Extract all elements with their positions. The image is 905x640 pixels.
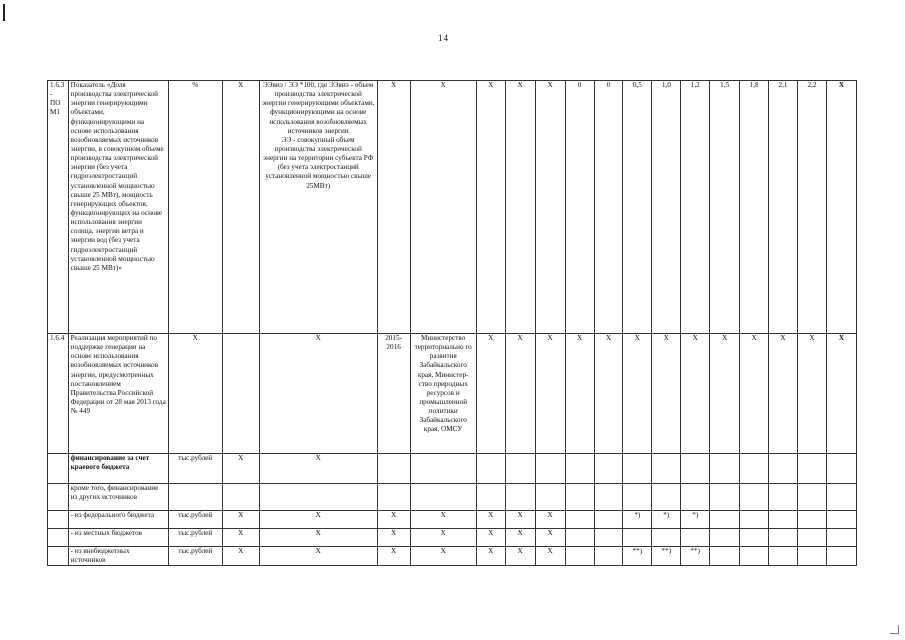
value-cell [535,484,565,511]
value-cell: 0 [565,81,594,334]
period-cell: X [377,511,410,529]
value-cell: 1,0 [652,81,681,334]
value-cell: X [681,334,710,454]
table-row [48,334,857,454]
value-cell [740,484,769,511]
table-cell [48,484,69,511]
value-cell: X [505,81,535,334]
program-table [47,80,857,566]
table-cell [222,484,259,511]
value-cell: X [535,81,565,334]
unit-cell: X [168,334,222,454]
value-cell [826,529,856,547]
value-cell [710,529,740,547]
row-name: Реализация мероприятий по поддержке генерации на основе использования возобновляемых источников энергии, предусмотренных постановлением Правительства Российской Федерации от 28 мая 2013 года № 449 [68,334,168,454]
value-cell: X [769,334,798,454]
value-cell: X [505,547,535,566]
value-cell: 2,2 [797,81,826,334]
value-cell: X [594,334,623,454]
value-cell [681,529,710,547]
value-cell: 0 [594,81,623,334]
table-cell: X [222,529,259,547]
table-row [48,547,857,566]
value-cell: 1,2 [681,81,710,334]
table-row [48,81,857,334]
executor-cell [410,454,476,484]
executor-cell: X [410,81,476,334]
value-cell: X [505,529,535,547]
row-id: 1.6.3- ПОМ1 [48,81,69,334]
row-name: кроме того, финансирование из других источников [68,484,168,511]
executor-cell: Министерство территориально го развития Забайкальского края, Министер-ство природных ресурсов и промышленной политики Забайкальского края, ОМСУ [410,334,476,454]
value-cell [740,511,769,529]
period-cell: 2015- 2016 [377,334,410,454]
value-cell [740,454,769,484]
value-cell [769,547,798,566]
table-cell [48,454,69,484]
value-cell [769,511,798,529]
value-cell [826,511,856,529]
row-name: - из внебюджетных источников [68,547,168,566]
value-cell [565,484,594,511]
value-cell: X [826,334,856,454]
row-name: - из федерального бюджета [68,511,168,529]
unit-cell: % [168,81,222,334]
value-cell: 1,5 [710,81,740,334]
table-cell [48,511,69,529]
value-cell: 2,1 [769,81,798,334]
value-cell [594,511,623,529]
table-cell [222,334,259,454]
value-cell [565,511,594,529]
value-cell [652,529,681,547]
executor-cell: X [410,511,476,529]
value-cell: X [710,334,740,454]
value-cell: X [535,511,565,529]
formula-cell: X [259,547,377,566]
unit-cell: тыс.рублей [168,511,222,529]
period-cell [377,484,410,511]
table-row [48,454,857,484]
value-cell: X [535,334,565,454]
value-cell [623,484,652,511]
executor-cell: X [410,529,476,547]
executor-cell [410,484,476,511]
value-cell [797,454,826,484]
value-cell [710,511,740,529]
value-cell [476,454,505,484]
value-cell [565,547,594,566]
value-cell [769,484,798,511]
table-cell [48,547,69,566]
row-id: 1.6.4 [48,334,69,454]
value-cell: X [652,334,681,454]
table-cell: X [222,81,259,334]
value-cell: X [535,547,565,566]
page-number: 14 [438,33,449,43]
table-cell [48,529,69,547]
value-cell [505,484,535,511]
row-name: Показатель «Доля производства электрической энергии генерирующими объектами, функционирующими на основе использования возобновляемых источников энергии, в совокупном объеме производства электрической энергии (без учета гидроэлектростанций установленной мощностью свыше 25 МВт), мощность генерирующих объектов, функционирующих на основе использования энергии солнца, энергии ветра и энергии вод (без учета гидроэлектростанций установленной мощностью свыше 25 МВт)» [68,81,168,334]
value-cell [710,547,740,566]
value-cell [797,547,826,566]
value-cell: *) [623,511,652,529]
value-cell [740,529,769,547]
value-cell [797,484,826,511]
executor-cell: X [410,547,476,566]
value-cell [681,454,710,484]
value-cell [826,547,856,566]
value-cell [769,454,798,484]
value-cell [594,529,623,547]
value-cell [769,529,798,547]
value-cell: X [826,81,856,334]
value-cell: X [565,334,594,454]
value-cell: 0,5 [623,81,652,334]
value-cell: *) [681,511,710,529]
unit-cell: тыс.рублей [168,454,222,484]
value-cell [826,484,856,511]
value-cell [565,529,594,547]
value-cell: X [797,334,826,454]
formula-cell: ЭЭвиэ / ЭЭ *100, где ЭЭвиэ - объем производства электрической энергии генерирующими объектами, функционирующими на основе использования возобновляемых источников энергии ЭЭ - совокупный объем производства электрической энергии на территории субъекта РФ (без учета электростанций установленной мощностью свыше 25МВт) [259,81,377,334]
value-cell [652,484,681,511]
value-cell [652,454,681,484]
table-row [48,484,857,511]
unit-cell: тыс.рублей [168,547,222,566]
value-cell [594,484,623,511]
row-name: финансирование за счет краевого бюджета [68,454,168,484]
value-cell: X [476,511,505,529]
formula-cell: X [259,511,377,529]
value-cell: **) [681,547,710,566]
value-cell: X [476,81,505,334]
table-row [48,511,857,529]
period-cell: X [377,529,410,547]
value-cell [710,484,740,511]
table-cell: X [222,547,259,566]
unit-cell: тыс.рублей [168,529,222,547]
formula-cell: X [259,529,377,547]
value-cell: 1,8 [740,81,769,334]
value-cell [797,529,826,547]
formula-cell [259,484,377,511]
value-cell [797,511,826,529]
row-name: - из местных бюджетов [68,529,168,547]
value-cell: X [740,334,769,454]
value-cell [594,547,623,566]
scan-edge-mark [3,4,5,21]
value-cell: **) [623,547,652,566]
value-cell: *) [652,511,681,529]
value-cell [623,529,652,547]
value-cell [623,454,652,484]
value-cell: X [623,334,652,454]
period-cell: X [377,81,410,334]
value-cell [710,454,740,484]
scan-corner-mark [890,625,899,634]
value-cell: X [476,529,505,547]
table-row [48,529,857,547]
value-cell [594,454,623,484]
value-cell [826,454,856,484]
value-cell [535,454,565,484]
table-cell: X [222,511,259,529]
value-cell: X [505,511,535,529]
value-cell [740,547,769,566]
value-cell: X [505,334,535,454]
value-cell: X [535,529,565,547]
table-cell: X [222,454,259,484]
period-cell [377,454,410,484]
value-cell [476,484,505,511]
unit-cell [168,484,222,511]
value-cell: X [476,547,505,566]
formula-cell: X [259,454,377,484]
value-cell [565,454,594,484]
value-cell [681,484,710,511]
period-cell: X [377,547,410,566]
formula-cell: X [259,334,377,454]
value-cell [505,454,535,484]
value-cell: X [476,334,505,454]
value-cell: **) [652,547,681,566]
